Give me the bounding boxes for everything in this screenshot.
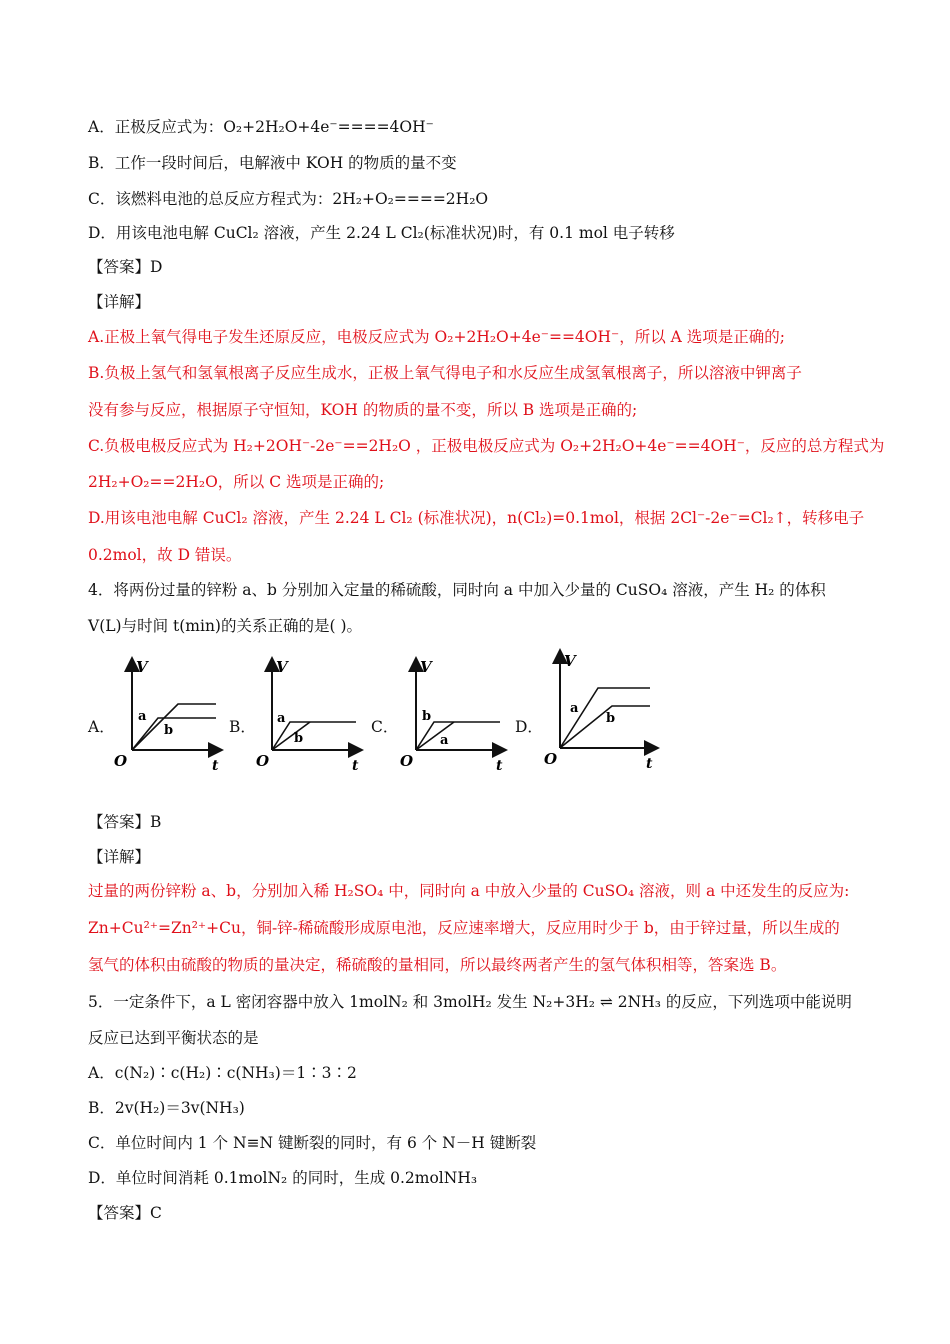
series-b-label: b [164, 723, 174, 738]
curve-a [272, 722, 356, 750]
series-b-label: b [606, 711, 616, 726]
series-b-label: b [294, 731, 304, 746]
q4-option-d-label: D． [515, 718, 543, 736]
v-axis-label: V [564, 652, 576, 670]
v-axis-label: V [276, 658, 288, 676]
q5-stem-line-1: 5．一定条件下，a L 密闭容器中放入 1molN₂ 和 3molH₂ 发生 N₂+3H₂ ⇌ 2NH₃ 的反应，下列选项中能说明 [88, 993, 852, 1011]
q5-answer: 【答案】C [88, 1204, 162, 1222]
q5-option-d: D．单位时间消耗 0.1molN₂ 的同时，生成 0.2molNH₃ [88, 1169, 478, 1187]
q3-detail-line-4: C.负极电极反应式为 H₂+2OH⁻-2e⁻==2H₂O ，正极电极反应式为 O₂+2H₂O+4e⁻==4OH⁻，反应的总方程式为 [88, 437, 885, 455]
q4-graph-c [396, 656, 508, 772]
q4-option-a-label: A． [88, 718, 115, 736]
origin-label: O [400, 752, 414, 770]
t-axis-label: t [212, 758, 219, 772]
q5-stem-line-2: 反应已达到平衡状态的是 [88, 1029, 259, 1047]
q4-answer: 【答案】B [88, 813, 162, 831]
q3-detail-line-5: 2H₂+O₂==2H₂O，所以 C 选项是正确的; [88, 473, 385, 491]
q5-option-b: B．2v(H₂)＝3v(NH₃) [88, 1099, 245, 1117]
q4-detail-line-3: 氢气的体积由硫酸的物质的量决定，稀硫酸的量相同，所以最终两者产生的氢气体积相等，答案选 B。 [88, 956, 787, 974]
v-axis-label: V [136, 658, 148, 676]
q4-stem-line-1: 4．将两份过量的锌粉 a、b 分别加入定量的稀硫酸，同时向 a 中加入少量的 CuSO₄ 溶液，产生 H₂ 的体积 [88, 581, 826, 599]
curve-a [560, 688, 650, 748]
q3-option-c: C．该燃料电池的总反应方程式为：2H₂+O₂====2H₂O [88, 190, 489, 208]
origin-label: O [544, 750, 558, 768]
q3-detail-line-7: 0.2mol，故 D 错误。 [88, 546, 242, 564]
curve-b [416, 722, 500, 750]
q5-option-a: A．c(N₂)∶c(H₂)∶c(NH₃)＝1∶3∶2 [88, 1064, 357, 1082]
q3-option-d: D．用该电池电解 CuCl₂ 溶液，产生 2.24 L Cl₂(标准状况)时，有 0.1 mol 电子转移 [88, 224, 675, 242]
q3-detail-label: 【详解】 [88, 293, 151, 311]
q4-option-c-label: C． [371, 718, 399, 736]
q4-graph-a [112, 656, 224, 772]
q3-option-a: A．正极反应式为：O₂+2H₂O+4e⁻====4OH⁻ [88, 118, 434, 136]
q4-detail-line-1: 过量的两份锌粉 a、b，分别加入稀 H₂SO₄ 中，同时向 a 中放入少量的 CuSO₄ 溶液，则 a 中还发生的反应为: [88, 882, 850, 900]
q3-detail-line-6: D.用该电池电解 CuCl₂ 溶液，产生 2.24 L Cl₂ (标准状况)，n(Cl₂)=0.1mol，根据 2Cl⁻-2e⁻=Cl₂↑，转移电子 [88, 509, 865, 527]
q4-detail-line-2: Zn+Cu²⁺=Zn²⁺+Cu，铜-锌-稀硫酸形成原电池，反应速率增大，反应用时少于 b，由于锌过量，所以生成的 [88, 919, 840, 937]
q5-option-c: C．单位时间内 1 个 N≡N 键断裂的同时，有 6 个 N－H 键断裂 [88, 1134, 537, 1152]
series-a-label: a [138, 709, 147, 724]
q4-detail-label: 【详解】 [88, 848, 151, 866]
q4-graph-d [540, 648, 660, 772]
series-b-label: b [422, 709, 432, 724]
series-a-label: a [440, 733, 449, 748]
q3-detail-line-3: 没有参与反应，根据原子守恒知，KOH 的物质的量不变，所以 B 选项是正确的; [88, 401, 638, 419]
t-axis-label: t [496, 758, 503, 772]
v-axis-label: V [420, 658, 432, 676]
q3-answer: 【答案】D [88, 258, 163, 276]
q3-detail-line-2: B.负极上氢气和氢氧根离子反应生成水，正极上氧气得电子和水反应生成氢氧根离子，所以溶液中钾离子 [88, 364, 802, 382]
series-a-label: a [570, 701, 579, 716]
q3-option-b: B．工作一段时间后，电解液中 KOH 的物质的量不变 [88, 154, 457, 172]
origin-label: O [256, 752, 270, 770]
q4-option-b-label: B． [229, 718, 256, 736]
t-axis-label: t [352, 758, 359, 772]
curve-b [272, 722, 310, 750]
origin-label: O [114, 752, 128, 770]
t-axis-label: t [646, 756, 653, 772]
q4-graph-b [252, 656, 364, 772]
series-a-label: a [277, 711, 286, 726]
q4-stem-line-2: V(L)与时间 t(min)的关系正确的是( )。 [88, 617, 362, 635]
q3-detail-line-1: A.正极上氧气得电子发生还原反应，电极反应式为 O₂+2H₂O+4e⁻==4OH⁻，所以 A 选项是正确的; [88, 328, 785, 346]
